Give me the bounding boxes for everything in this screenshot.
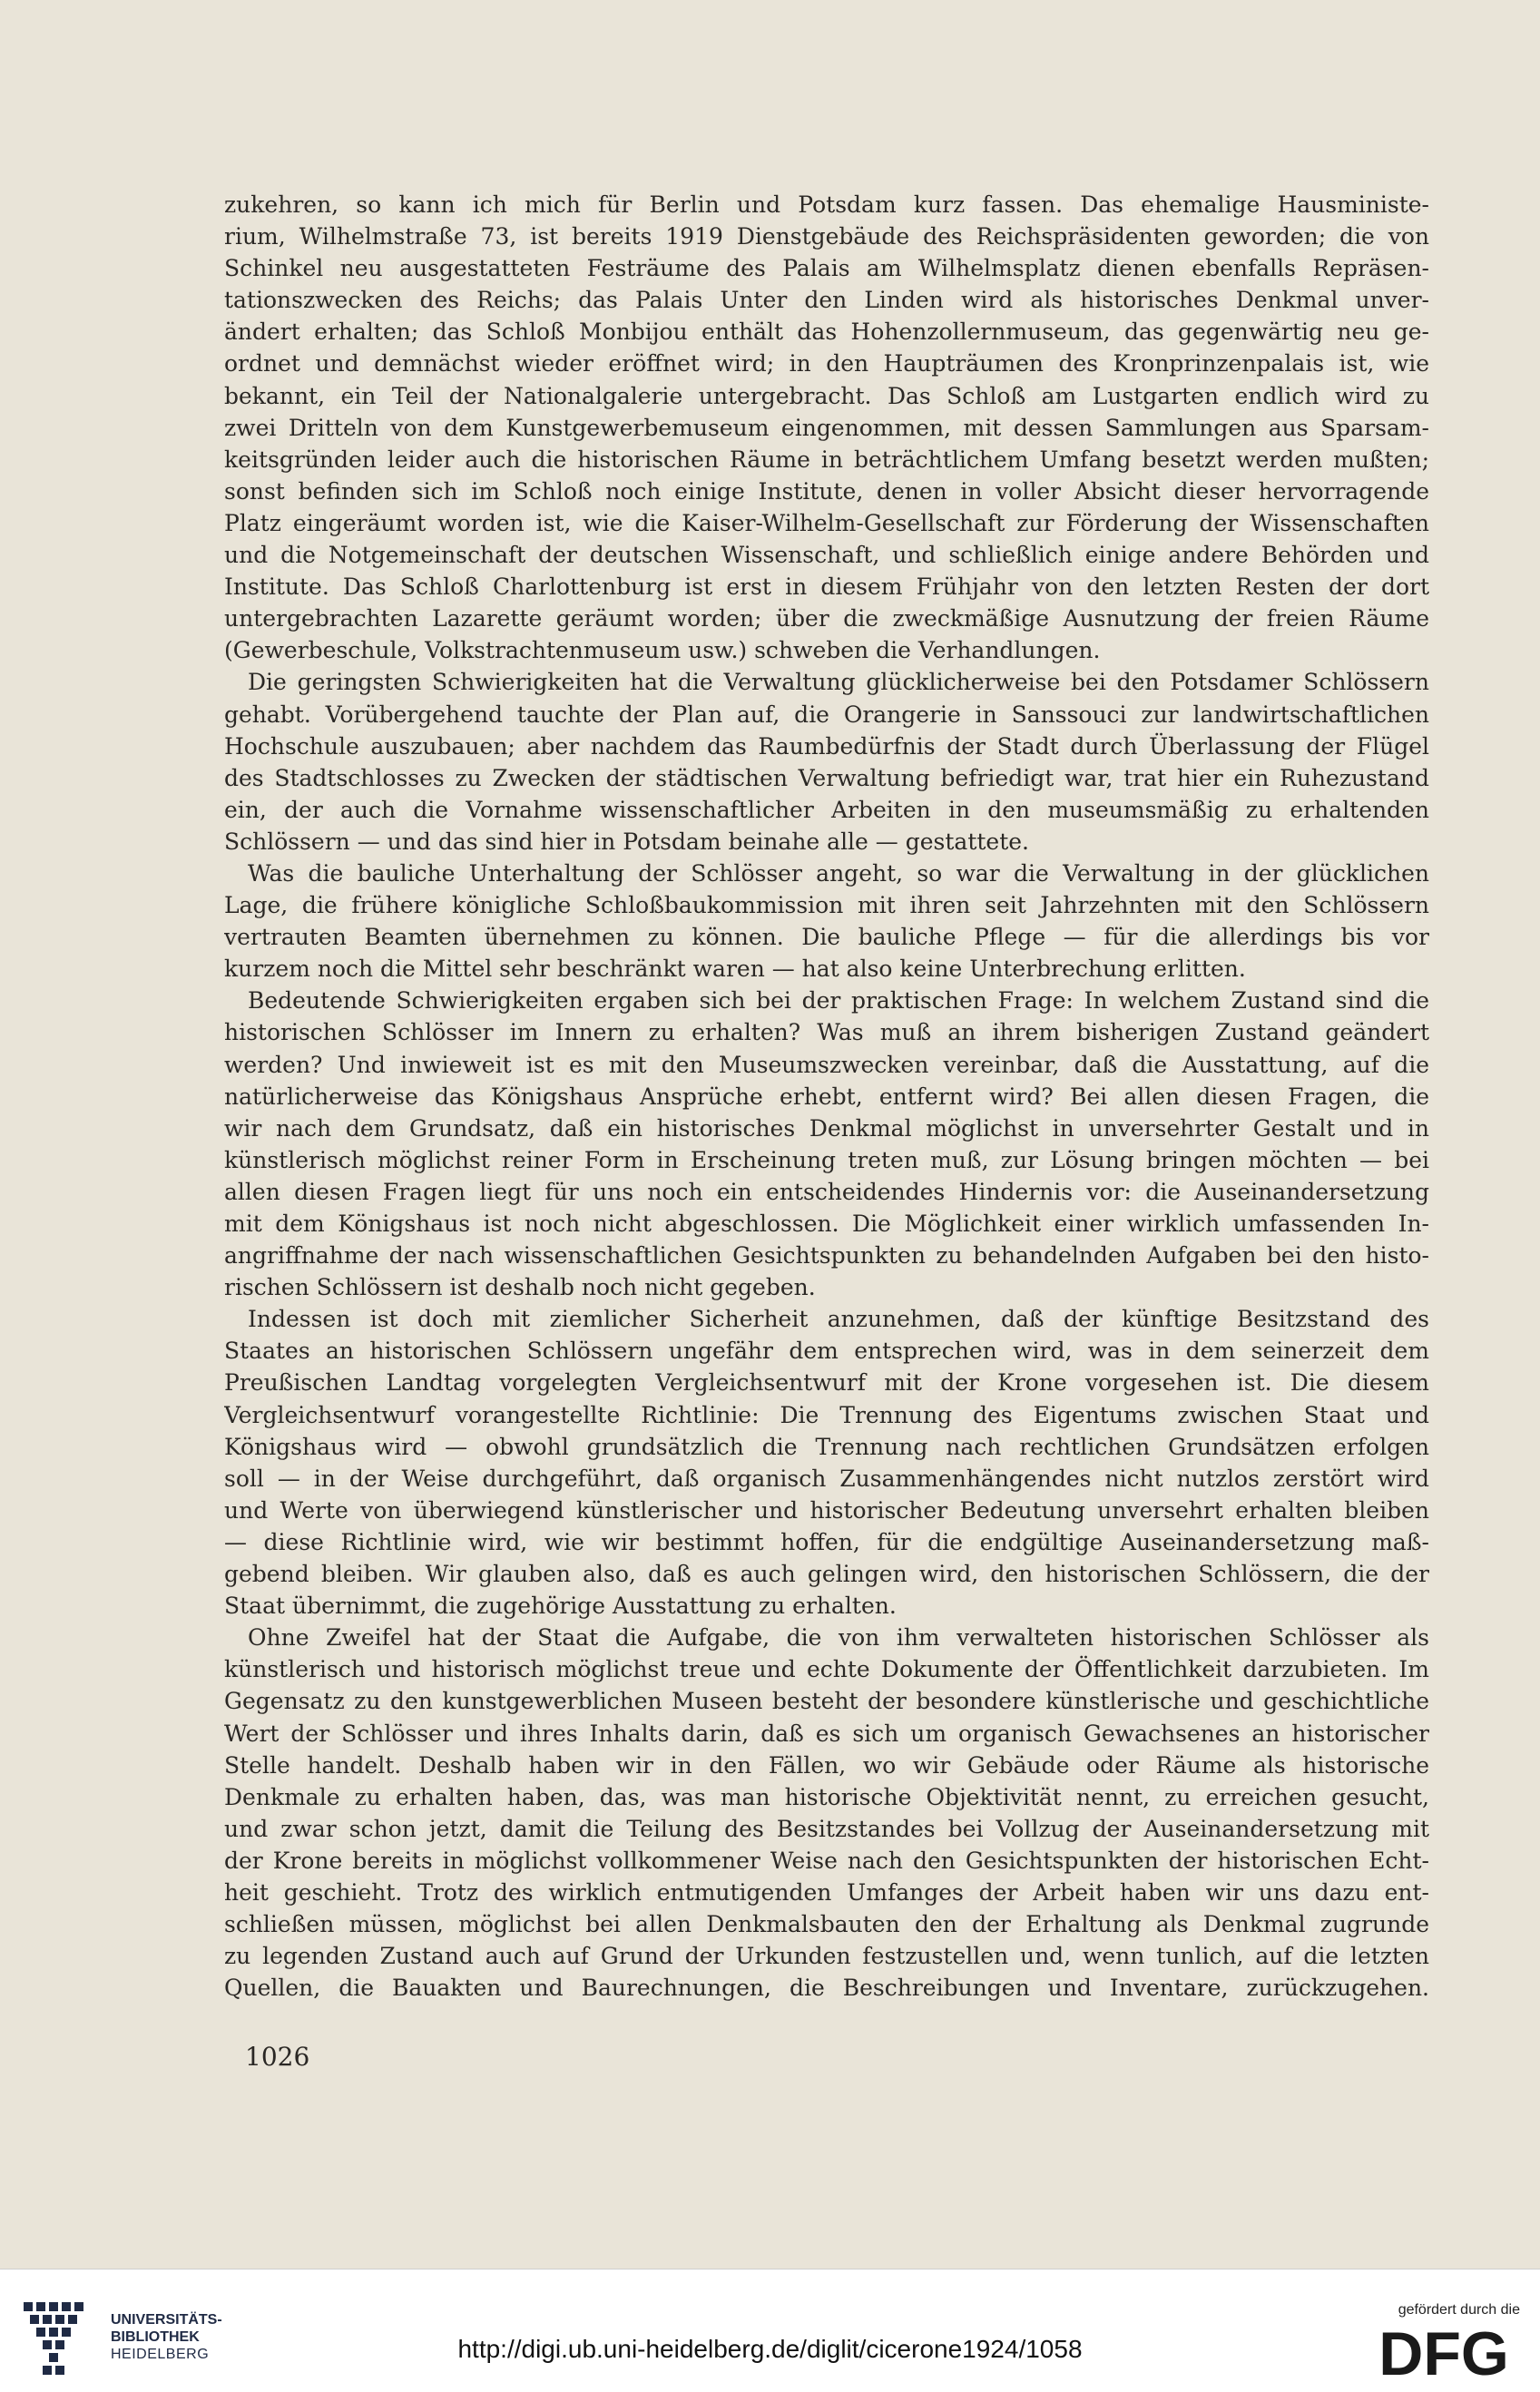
text-line: der Krone bereits in möglichst vollkommener Weise nach den Gesichtspunkten der historischen Echt- xyxy=(224,1847,1429,1874)
library-name-line-1: UNIVERSITÄTS- xyxy=(111,2312,222,2328)
text-line: Hochschule auszubauen; aber nachdem das Raumbedürfnis der Stadt durch Überlassung der Flügel xyxy=(224,732,1429,760)
text-line: gebend bleiben. Wir glauben also, daß es auch gelingen wird, den historischen Schlössern, die der xyxy=(224,1561,1429,1588)
text-line: Staates an historischen Schlössern ungefähr dem entsprechen wird, was in dem seinerzeit dem xyxy=(224,1338,1429,1365)
text-line: natürlicherweise das Königshaus Ansprüche erhebt, entfernt wird? Bei allen diesen Fragen, die xyxy=(224,1083,1429,1110)
text-line: künstlerisch und historisch möglichst treue und echte Dokumente der Öffentlichkeit darzubieten. Im xyxy=(224,1656,1429,1683)
text-line: Lage, die frühere königliche Schloßbaukommission mit ihren seit Jahrzehnten mit den Schlössern xyxy=(224,892,1429,919)
text-line: tationszwecken des Reichs; das Palais Unter den Linden wird als historisches Denkmal unver- xyxy=(224,287,1429,314)
text-line: bekannt, ein Teil der Nationalgalerie untergebracht. Das Schloß am Lustgarten endlich wird zu xyxy=(224,382,1429,409)
text-line: Die geringsten Schwierigkeiten hat die Verwaltung glücklicherweise bei den Potsdamer Schlössern xyxy=(248,669,1429,696)
text-line: zwei Dritteln von dem Kunstgewerbemuseum eingenommen, mit dessen Sammlungen aus Sparsam- xyxy=(224,414,1429,441)
text-line: ein, der auch die Vornahme wissenschaftlicher Arbeiten in den museumsmäßig zu erhaltenden xyxy=(224,796,1429,823)
text-line: Bedeutende Schwierigkeiten ergaben sich bei der praktischen Frage: In welchem Zustand sind die xyxy=(248,987,1429,1015)
text-line: des Stadtschlosses zu Zwecken der städtischen Verwaltung befriedigt war, trat hier ein Ruhezustand xyxy=(224,764,1429,791)
text-line: Wert der Schlösser und ihres Inhalts darin, daß es sich um organisch Gewachsenes an historischer xyxy=(224,1720,1429,1747)
text-line: heit geschieht. Trotz des wirklich entmutigenden Umfanges der Arbeit haben wir uns dazu ent- xyxy=(224,1878,1429,1906)
text-line: allen diesen Fragen liegt für uns noch ein entscheidendes Hindernis vor: die Auseinandersetzung xyxy=(224,1178,1429,1205)
viewer-footer xyxy=(0,2269,1540,2392)
text-line: Preußischen Landtag vorgelegten Vergleichsentwurf mit der Krone vorgesehen ist. Die diesem xyxy=(224,1369,1429,1397)
dfg-logo-icon xyxy=(1364,2322,1524,2382)
text-line: Platz eingeräumt worden ist, wie die Kaiser-Wilhelm-Gesellschaft zur Förderung der Wissenschaften xyxy=(224,509,1429,536)
text-line: Institute. Das Schloß Charlottenburg ist erst in diesem Frühjahr von den letzten Resten der dort xyxy=(224,573,1429,601)
text-line: angriffnahme der nach wissenschaftlichen Gesichtspunkten zu behandelnden Aufgaben bei den histo- xyxy=(224,1242,1429,1270)
library-name-line-2: BIBLIOTHEK xyxy=(111,2329,200,2345)
text-line: zu legenden Zustand auch auf Grund der Urkunden festzustellen und, wenn tunlich, auf die letzten xyxy=(224,1943,1429,1970)
text-line: kurzem noch die Mittel sehr beschränkt waren — hat also keine Unterbrechung erlitten. xyxy=(224,956,1246,983)
permalink-url[interactable]: http://digi.ub.uni-heidelberg.de/diglit/cicerone1924/1058 xyxy=(457,2335,1083,2363)
text-line: und die Notgemeinschaft der deutschen Wissenschaft, und schließlich einige andere Behörden und xyxy=(224,542,1429,569)
library-city: HEIDELBERG xyxy=(111,2347,210,2362)
text-line: Vergleichsentwurf vorangestellte Richtlinie: Die Trennung des Eigentums zwischen Staat und xyxy=(224,1401,1429,1428)
text-line: Denkmale zu erhalten haben, das, was man historische Objektivität nennt, zu erreichen gesucht, xyxy=(224,1783,1429,1810)
text-line: Ohne Zweifel hat der Staat die Aufgabe, die von ihm verwalteten historischen Schlösser als xyxy=(248,1624,1429,1652)
text-line: sonst befinden sich im Schloß noch einige Institute, denen in voller Absicht dieser hervorragende xyxy=(224,477,1429,505)
text-line: vertrauten Beamten übernehmen zu können. Die bauliche Pflege — für die allerdings bis vor xyxy=(224,924,1429,951)
text-line: Schlössern — und das sind hier in Potsdam beinahe alle — gestattete. xyxy=(224,828,1029,855)
dfg-logo-text: DFG xyxy=(1378,2322,1509,2382)
text-line: schließen müssen, möglichst bei allen Denkmalsbauten den der Erhaltung als Denkmal zugrunde xyxy=(224,1911,1429,1938)
text-line: und zwar schon jetzt, damit die Teilung des Besitzstandes bei Vollzug der Auseinandersetzung mit xyxy=(224,1815,1429,1842)
text-line: Gegensatz zu den kunstgewerblichen Museen besteht der besondere künstlerische und geschichtliche xyxy=(224,1688,1429,1715)
text-line: Königshaus wird — obwohl grundsätzlich die Trennung nach rechtlichen Grundsätzen erfolgen xyxy=(224,1433,1429,1460)
text-line: keitsgründen leider auch die historischen Räume in beträchtlichem Umfang besetzt werden mußten; xyxy=(224,446,1429,473)
text-line: gehabt. Vorübergehend tauchte der Plan auf, die Orangerie in Sanssouci zur landwirtschaftlichen xyxy=(224,701,1429,728)
text-line: historischen Schlösser im Innern zu erhalten? Was muß an ihrem bisherigen Zustand geändert xyxy=(224,1019,1429,1046)
text-line: — diese Richtlinie wird, wie wir bestimmt hoffen, für die endgültige Auseinandersetzung maß- xyxy=(224,1528,1429,1555)
page-number: 1026 xyxy=(245,2042,310,2072)
text-line: soll — in der Weise durchgeführt, daß organisch Zusammenhängendes nicht nutzlos zerstört wird xyxy=(224,1465,1429,1492)
text-line: zukehren, so kann ich mich für Berlin und Potsdam kurz fassen. Das ehemalige Hausministe- xyxy=(224,191,1429,218)
text-line: Schinkel neu ausgestatteten Festräume des Palais am Wilhelmsplatz dienen ebenfalls Repräsen- xyxy=(224,255,1429,282)
text-line: ordnet und demnächst wieder eröffnet wird; in den Haupträumen des Kronprinzenpalais ist, wie xyxy=(224,350,1429,377)
funding-label: gefördert durch die xyxy=(1398,2302,1520,2318)
text-line: mit dem Königshaus ist noch nicht abgeschlossen. Die Möglichkeit einer wirklich umfassenden In- xyxy=(224,1211,1429,1237)
text-line: wir nach dem Grundsatz, daß ein historisches Denkmal möglichst in unversehrter Gestalt und in xyxy=(224,1114,1429,1142)
text-line: und Werte von überwiegend künstlerischer und historischer Bedeutung unversehrt erhalten bleiben xyxy=(224,1496,1429,1524)
text-line: rischen Schlössern ist deshalb noch nicht gegeben. xyxy=(224,1274,816,1301)
text-line: ändert erhalten; das Schloß Monbijou enthält das Hohenzollernmuseum, das gegenwärtig neu ge- xyxy=(224,319,1429,346)
text-line: untergebrachten Lazarette geräumt worden; über die zweckmäßige Ausnutzung der freien Räume xyxy=(224,605,1429,632)
text-line: Quellen, die Bauakten und Baurechnungen, die Beschreibungen und Inventare, zurückzugehen. xyxy=(224,1975,1429,2002)
body-text xyxy=(224,189,1429,2004)
text-line: Was die bauliche Unterhaltung der Schlösser angeht, so war die Verwaltung in der glücklichen xyxy=(248,859,1429,887)
text-line: Indessen ist doch mit ziemlicher Sicherheit anzunehmen, daß der künftige Besitzstand des xyxy=(248,1306,1429,1333)
text-line: künstlerisch möglichst reiner Form in Erscheinung treten muß, zur Lösung bringen möchten — bei xyxy=(224,1146,1429,1173)
text-line: Stelle handelt. Deshalb haben wir in den Fällen, wo wir Gebäude oder Räume als historische xyxy=(224,1751,1429,1779)
text-line: rium, Wilhelmstraße 73, ist bereits 1919 Dienstgebäude des Reichspräsidenten geworden; die von xyxy=(224,223,1429,250)
text-line: Staat übernimmt, die zugehörige Ausstattung zu erhalten. xyxy=(224,1593,897,1620)
text-line: (Gewerbeschule, Volkstrachtenmuseum usw.) schweben die Verhandlungen. xyxy=(224,637,1101,664)
text-line: werden? Und inwieweit ist es mit den Museumszwecken vereinbar, daß die Ausstattung, auf die xyxy=(224,1051,1429,1078)
